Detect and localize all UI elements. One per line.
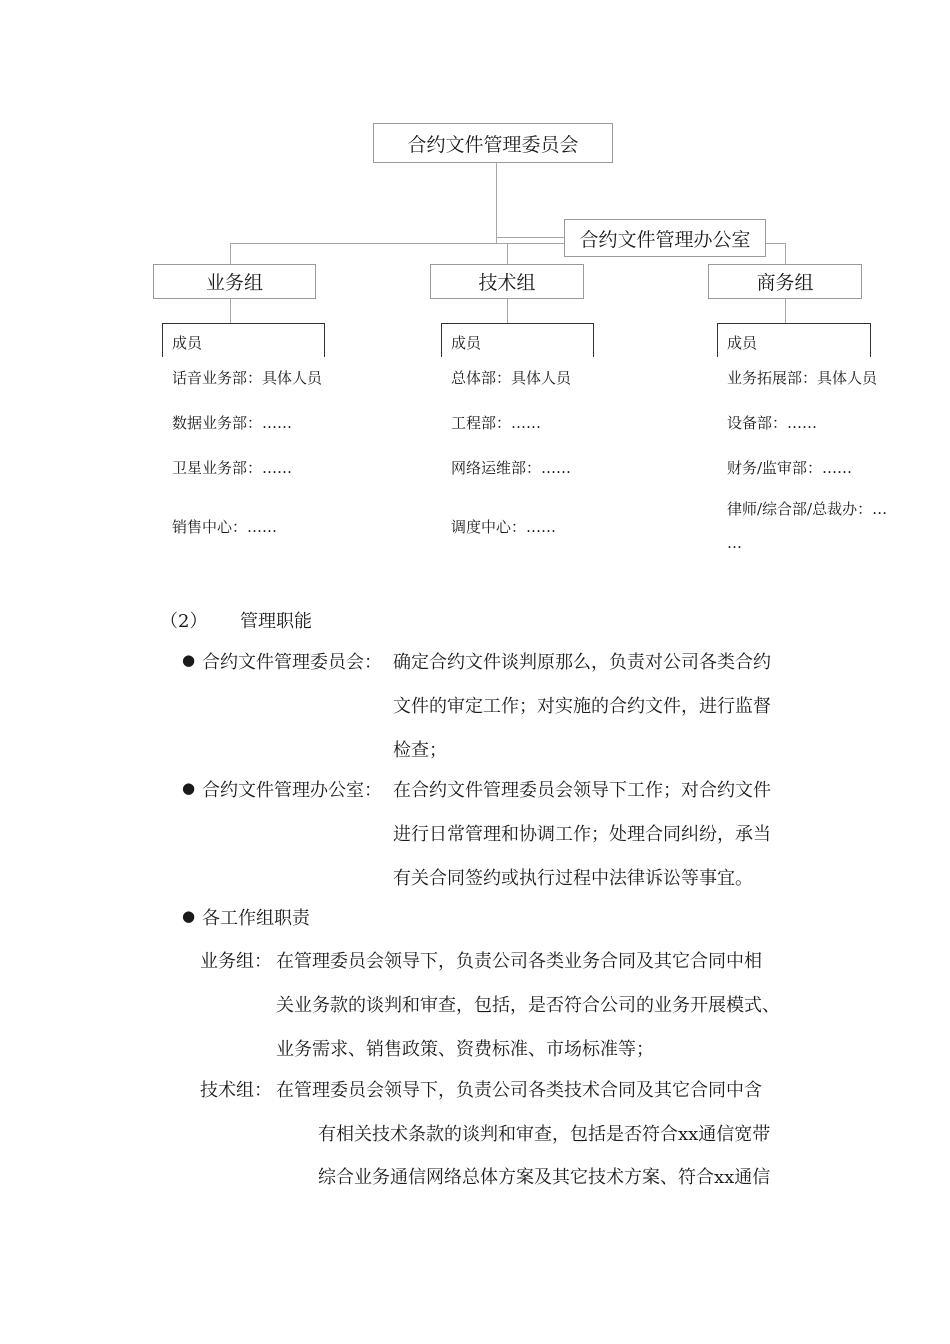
connector-group1-drop bbox=[230, 243, 231, 265]
connector-office-link bbox=[497, 237, 565, 238]
connector-group1-members bbox=[230, 298, 231, 324]
duty-label: 业务组： bbox=[200, 951, 272, 972]
bullet-label: 合约文件管理委员会： bbox=[202, 652, 382, 673]
bullet-label: 各工作组职责 bbox=[202, 908, 310, 929]
members-label-commercial: 成员 bbox=[727, 334, 758, 352]
dept-item: 调度中心：…… bbox=[451, 518, 557, 536]
dept-item: 财务/监审部：…… bbox=[727, 459, 853, 477]
dept-item: 设备部：…… bbox=[727, 414, 818, 432]
connector-group2-members bbox=[507, 298, 508, 324]
bullet-text-line: 在合约文件管理委员会领导下工作；对合约文件 bbox=[393, 780, 771, 801]
connector-committee-vertical bbox=[496, 162, 497, 244]
duty-text-line: 在管理委员会领导下，负责公司各类技术合同及其它合同中含 bbox=[276, 1080, 762, 1101]
dept-item: 总体部：具体人员 bbox=[451, 369, 572, 387]
group-box-technical: 技术组 bbox=[430, 264, 584, 299]
connector-group3-drop bbox=[785, 243, 786, 265]
bullet-dot: ● bbox=[182, 779, 196, 797]
duty-text-line: 关业务款的谈判和审查，包括，是否符合公司的业务开展模式、 bbox=[276, 995, 780, 1016]
members-label-business: 成员 bbox=[172, 334, 203, 352]
connector-group3-members bbox=[785, 298, 786, 324]
bullet-text-line: 进行日常管理和协调工作；处理合同纠纷，承当 bbox=[393, 824, 771, 845]
section-number: （2） bbox=[160, 611, 208, 632]
bullet-dot: ● bbox=[182, 651, 196, 669]
connector-group2-drop bbox=[507, 243, 508, 265]
dept-item: 律师/综合部/总裁办：… bbox=[727, 500, 888, 518]
dept-item: 数据业务部：…… bbox=[172, 414, 293, 432]
committee-box: 合约文件管理委员会 bbox=[373, 123, 613, 163]
duty-text-line: 有相关技术条款的谈判和审查，包括是否符合xx通信宽带 bbox=[318, 1124, 771, 1145]
duty-label: 技术组： bbox=[200, 1080, 272, 1101]
bullet-text-line: 检查； bbox=[393, 740, 447, 761]
office-box: 合约文件管理办公室 bbox=[564, 219, 766, 257]
dept-item: 工程部：…… bbox=[451, 414, 542, 432]
dept-item: 业务拓展部：具体人员 bbox=[727, 369, 878, 387]
duty-text-line: 综合业务通信网络总体方案及其它技术方案、符合xx通信 bbox=[318, 1167, 771, 1188]
dept-item: 销售中心：…… bbox=[172, 518, 278, 536]
group-box-business: 业务组 bbox=[153, 264, 316, 299]
duty-text-line: 在管理委员会领导下，负责公司各类业务合同及其它合同中相 bbox=[276, 951, 762, 972]
dept-item: 网络运维部：…… bbox=[451, 459, 572, 477]
group-box-commercial: 商务组 bbox=[708, 264, 862, 299]
duty-text-line: 业务需求、销售政策、资费标准、市场标准等； bbox=[276, 1039, 654, 1060]
dept-item: 卫星业务部：…… bbox=[172, 459, 293, 477]
bullet-label: 合约文件管理办公室： bbox=[202, 780, 382, 801]
dept-item: … bbox=[727, 534, 742, 552]
bullet-text-line: 确定合约文件谈判原那么，负责对公司各类合约 bbox=[393, 652, 771, 673]
bullet-text-line: 有关合同签约或执行过程中法律诉讼等事宜。 bbox=[393, 868, 753, 889]
bullet-text-line: 文件的审定工作；对实施的合约文件，进行监督 bbox=[393, 696, 771, 717]
bullet-dot: ● bbox=[182, 907, 196, 925]
section-title: 管理职能 bbox=[240, 611, 312, 632]
members-label-technical: 成员 bbox=[451, 334, 482, 352]
dept-item: 话音业务部：具体人员 bbox=[172, 369, 323, 387]
